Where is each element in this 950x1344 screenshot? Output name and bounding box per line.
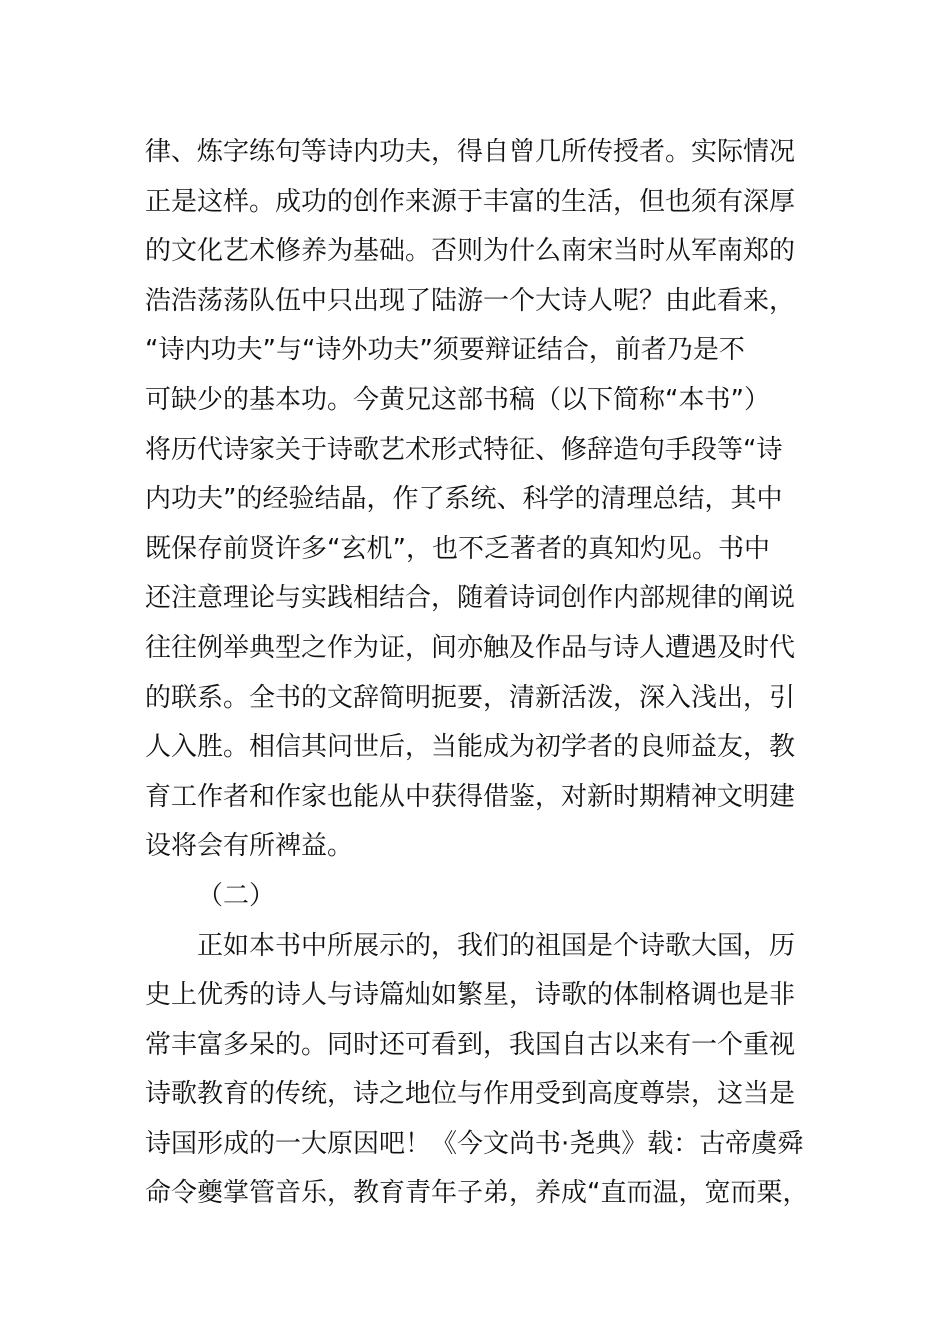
text-line: 的文化艺术修养为基础。否则为什么南宋当时从军南郑的 (145, 236, 796, 267)
text-line: 设将会有所裨益。 (145, 831, 354, 862)
body-text (145, 128, 809, 1219)
text-line: 律、炼字练句等诗内功夫，得自曾几所传授者。实际情况 (145, 137, 796, 167)
text-line: 诗歌教育的传统，诗之地位与作用受到高度尊崇，这当是 (145, 1079, 796, 1110)
text-line: 还注意理论与实践相结合，随着诗词创作内部规律的阐说 (145, 583, 796, 614)
text-line: 命令夔掌管音乐，教育青年子弟，养成“直而温，宽而栗， (145, 1178, 809, 1209)
text-line: 史上优秀的诗人与诗篇灿如繁星，诗歌的体制格调也是非 (145, 980, 796, 1011)
text-line: 的联系。全书的文辞简明扼要，清新活泼，深入浅出，引 (145, 682, 796, 713)
text-line: 可缺少的基本功。今黄兄这部书稿（以下简称“本书”） (145, 384, 770, 415)
section-heading: （二） (197, 880, 276, 911)
text-line: 育工作者和作家也能从中获得借鉴，对新时期精神文明建 (145, 781, 796, 812)
text-line: 浩浩荡荡队伍中只出现了陆游一个大诗人呢？由此看来， (145, 285, 796, 316)
text-line: 正如本书中所展示的，我们的祖国是个诗歌大国，历 (197, 930, 796, 961)
text-line: 内功夫”的经验结晶，作了系统、科学的清理总结，其中 (145, 484, 783, 515)
text-line: 既保存前贤许多“玄机”，也不乏著者的真知灼见。书中 (145, 533, 770, 564)
text-line: 常丰富多呆的。同时还可看到，我国自古以来有一个重视 (145, 1029, 796, 1060)
text-line: 将历代诗家关于诗歌艺术形式特征、修辞造句手段等“诗 (145, 434, 783, 465)
text-line: 往往例举典型之作为证，间亦触及作品与诗人遭遇及时代 (145, 632, 796, 663)
text-line: 诗国形成的一大原因吧！《今文尚书·尧典》载：古帝虞舜 (145, 1128, 804, 1159)
text-line: 正是这样。成功的创作来源于丰富的生活，但也须有深厚 (145, 186, 796, 217)
text-line: 人入胜。相信其问世后，当能成为初学者的良师益友，教 (145, 732, 796, 763)
text-line: “诗内功夫”与“诗外功夫”须要辩证结合，前者乃是不 (145, 335, 745, 366)
